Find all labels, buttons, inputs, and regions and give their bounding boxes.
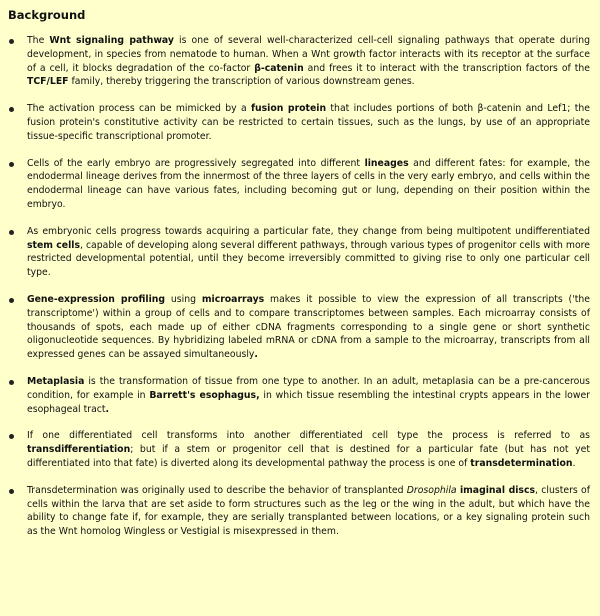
text-run: family, thereby triggering the transcription of various downstream genes.: [68, 76, 415, 88]
bullet-dot-icon: [9, 489, 14, 494]
bullet-text: [27, 103, 590, 142]
text-run: The activation process can be mimicked by a: [27, 103, 251, 115]
bullet-text: [27, 376, 590, 415]
text-run: , clusters of cells within the larva that are set aside to form structures such as the leg or the wing in the adult, but which have the ability to change fate if, for example, they are serially transplanted between locations, or a key signaling protein such as the Wnt homolog Wingless or Vestigial is misexpressed in them.: [27, 484, 590, 538]
text-run: is one of several well-characterized cell-cell signaling pathways that operate during development, in species from nematode to human. When a Wnt growth factor interacts with its receptor at the surface of a cell, it blocks degradation of the co-factor: [27, 35, 590, 74]
bold-term: β-catenin: [254, 62, 304, 74]
text-run: in which tissue resembling the intestinal crypts appears in the lower esophageal tract: [27, 389, 591, 415]
text-run: is the transformation of tissue from one type to another. In an adult, metaplasia can be a pre-cancerous condition, for example in: [27, 375, 590, 401]
bold-term: stem cells: [27, 239, 80, 251]
bullet-dot-icon: [9, 298, 14, 303]
bullet-text: [27, 158, 590, 210]
text-run: If one differentiated cell transforms into another differentiated cell type the process is referred to as: [27, 430, 590, 442]
text-run: that includes portions of both β-catenin and Lef1; the fusion protein's constitutive activity can be restricted to certain tissues, such as the lungs, by use of an appropriate tissue-specific transcriptional promoter.: [27, 103, 590, 142]
text-run: Transdetermination was originally used to describe the behavior of transplanted: [27, 484, 407, 496]
bold-term: imaginal discs: [459, 484, 536, 496]
bold-term: fusion protein: [250, 103, 327, 115]
bullet-item: [8, 225, 590, 280]
section-heading: Background: [8, 8, 86, 22]
bullet-text: [27, 485, 590, 537]
bullet-dot-icon: [9, 107, 14, 112]
bold-term: Barrett's esophagus,: [149, 389, 260, 401]
text-run: makes it possible to view the expression of all transcripts ('the transcriptome') within a group of cells and to compare transcriptomes between samples. Each microarray consists of thousands of spots, each made up of either cDNA fragments corresponding to a single gene or short synthetic oligonucleotide sequences. By hybridizing labeled mRNA or cDNA from a sample to the microarray, transcripts from all expressed genes can be assayed simultaneously: [27, 293, 590, 361]
bullet-dot-icon: [9, 162, 14, 167]
bold-term: Metaplasia: [27, 375, 85, 387]
bullet-item: [8, 102, 590, 143]
bullet-item: [8, 429, 590, 470]
text-run: and different fates: for example, the endodermal lineage derives from the innermost of the three layers of cells in the very early embryo, and cells within the endodermal lineage can have various fates, including becoming gut or lung, depending on their position within the embryo.: [27, 157, 590, 210]
bullet-dot-icon: [9, 230, 14, 235]
bullet-dot-icon: [9, 434, 14, 439]
bullet-item: [8, 157, 590, 212]
bullet-text: [27, 294, 590, 360]
bold-term: transdetermination: [470, 457, 573, 469]
bold-term: TCF/LEF: [27, 76, 69, 88]
bold-term: transdifferentiation: [27, 444, 131, 456]
bold-term: microarrays: [201, 293, 265, 305]
bold-term: .: [105, 403, 110, 415]
text-run: As embryonic cells progress towards acquiring a particular fate, they change from being multipotent undifferentiated: [27, 225, 590, 237]
bold-term: .: [254, 349, 258, 361]
bullet-text: [27, 430, 590, 469]
text-run: The: [27, 35, 50, 46]
bullet-item: [8, 34, 590, 89]
text-run: and frees it to interact with the transcription factors of the: [303, 62, 590, 74]
bullet-item: [8, 484, 590, 539]
bullet-dot-icon: [9, 39, 14, 44]
bullet-dot-icon: [9, 380, 14, 385]
text-run: , capable of developing along several different pathways, through various types of progenitor cells with more restricted developmental potential, until they become irreversibly committed to giving rise to only one particular cell type.: [27, 239, 590, 279]
text-run: Cells of the early embryo are progressively segregated into different: [27, 157, 365, 169]
italic-term: Drosophila: [406, 484, 457, 496]
bullet-item: [8, 375, 590, 416]
bullet-list: [8, 34, 590, 539]
bullet-text: [27, 35, 590, 87]
text-run: ; but if a stem or progenitor cell that is destined for a particular fate (but has not yet differentiated into that fate) is diverted along its developmental pathway the process is one of: [27, 444, 590, 469]
bullet-text: [27, 226, 590, 278]
bullet-item: [8, 293, 590, 362]
bold-term: Wnt signaling pathway: [49, 35, 174, 46]
text-run: using: [165, 293, 202, 305]
text-run: .: [572, 457, 576, 469]
bold-term: Gene-expression profiling: [27, 293, 166, 305]
bold-term: lineages: [364, 157, 409, 169]
